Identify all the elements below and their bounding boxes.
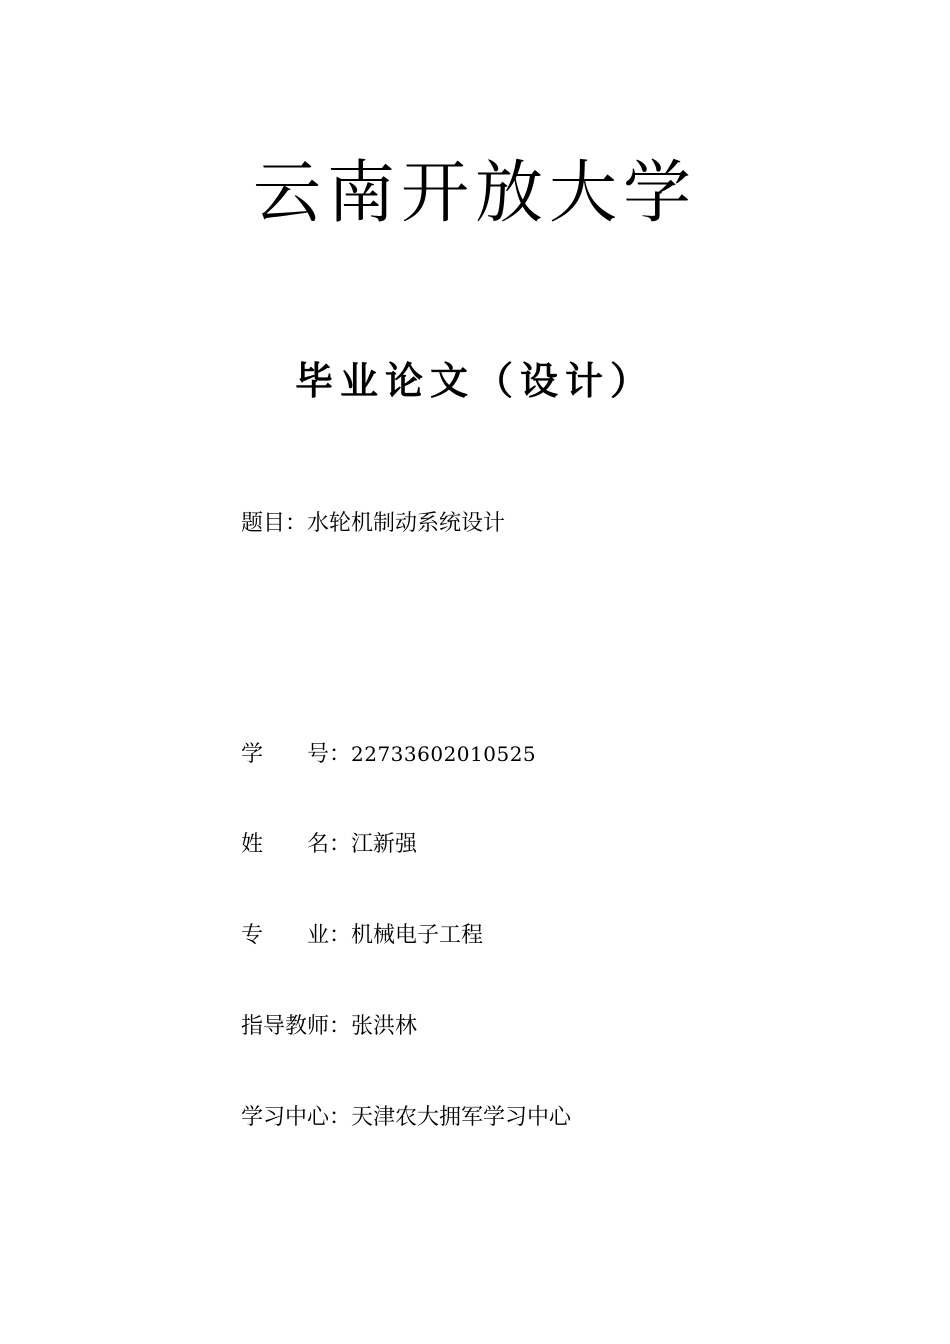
field-advisor-value: 张洪林 xyxy=(351,1014,418,1039)
field-name-label-part2: 名： xyxy=(306,832,351,857)
field-advisor xyxy=(241,1016,417,1038)
field-name-label xyxy=(241,834,351,856)
field-student-id-label xyxy=(241,744,351,766)
field-learning-center xyxy=(241,1107,571,1129)
field-name-label-part1: 姓 xyxy=(241,832,264,857)
field-student-id-label-part2: 号： xyxy=(306,742,351,767)
field-major-label xyxy=(241,925,351,947)
field-student-id xyxy=(241,744,536,766)
university-name: 云南开放大学 xyxy=(252,154,697,233)
field-major-value: 机械电子工程 xyxy=(351,923,484,948)
field-major-label-part2: 业： xyxy=(306,923,351,948)
field-learning-center-label: 学习中心： xyxy=(241,1105,352,1130)
thesis-type-heading: 毕业论文（设计） xyxy=(294,359,655,403)
field-student-id-value: 22733602010525 xyxy=(351,742,537,766)
field-learning-center-value: 天津农大拥军学习中心 xyxy=(351,1105,572,1130)
field-major xyxy=(241,925,483,947)
field-advisor-label: 指导教师： xyxy=(241,1014,352,1039)
field-name xyxy=(241,834,417,856)
field-title-label: 题目： xyxy=(241,511,308,536)
field-name-value: 江新强 xyxy=(351,832,418,857)
field-title-value: 水轮机制动系统设计 xyxy=(307,511,506,536)
field-student-id-label-part1: 学 xyxy=(241,742,264,767)
field-title xyxy=(241,513,505,535)
field-major-label-part1: 专 xyxy=(241,923,264,948)
